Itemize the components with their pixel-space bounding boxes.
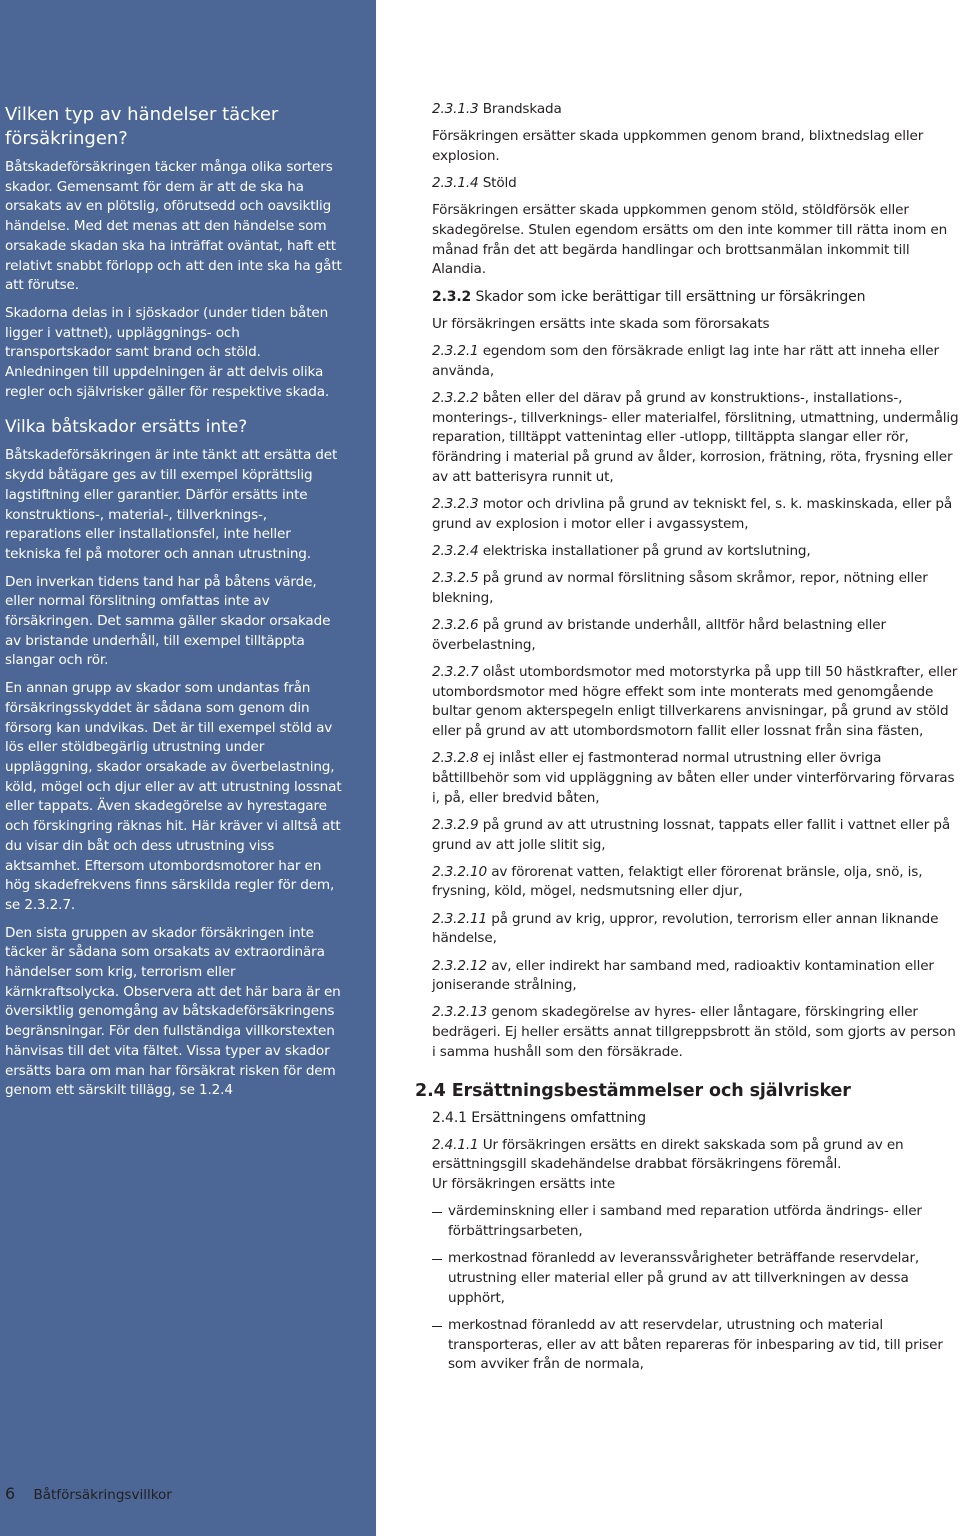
section-title: Ersättningens omfattning bbox=[471, 1109, 647, 1126]
list-item: merkostnad föranledd av leveranssvårigheter beträffande reservdelar, utrustning eller material eller på grund av att tillverkningen av dessa upphört, bbox=[432, 1249, 960, 1308]
clause-text: båten eller del därav på grund av konstruktions-, installations-, monterings-, tillverknings- eller materialfel, förslitning, utmattning, undermålig reparation, tilltäppt vattenintag eller -utlopp, tilltäppta slangar eller rör, förändring i material på grund av ålder, korrosion, frätning, röta, frysning eller av att batterisyra runnit ut, bbox=[432, 389, 959, 485]
section-title: Skador som icke berättigar till ersättning ur försäkringen bbox=[475, 288, 866, 305]
clause-text: egendom som den försäkrade enligt lag inte har rätt att inneha eller använda, bbox=[432, 343, 939, 379]
list-item: merkostnad föranledd av att reservdelar, utrustning och material transporteras, eller av att båten repareras för inbesparing av tid, till priser som avviker från de normala, bbox=[432, 1316, 960, 1375]
sidebar-paragraph: En annan grupp av skador som undantas från försäkringsskyddet är sådana som genom din försorg kan undvikas. Det är till exempel stöld av lös eller stöldbegärlig utrustning under uppläggning, skador orsakade av överbelastning, köld, mögel och djur eller av att utrustning lossnat eller tappats. Även skadegörelse av hyrestagare och förskingring räknas hit. Här kräver vi alltså att du visar din båt och dess utrustning viss aktsamhet. Eftersom utombordsmotorer har en hög skadefrekvens finns särskilda regler för dem, se 2.3.2.7. bbox=[5, 680, 342, 913]
clause-line: Ur försäkringen ersätts inte bbox=[432, 1176, 616, 1193]
clause-item bbox=[432, 663, 960, 742]
page-number: 6 bbox=[5, 1484, 16, 1503]
clause-number: 2.3.2.1 bbox=[432, 343, 479, 360]
section-number: 2.3.1.4 bbox=[432, 175, 479, 192]
clause-item bbox=[432, 863, 960, 902]
clause-text: på grund av krig, uppror, revolution, terrorism eller annan liknande händelse, bbox=[432, 910, 939, 947]
section-heading-2-3-1-3 bbox=[432, 100, 960, 120]
sidebar-paragraph: Båtskadeförsäkringen är inte tänkt att ersätta det skydd båtägare ges av till exempel köprättslig lagstiftning eller garantier. Därför ersätts inte konstruktions-, material-, tillverknings-, reparations eller installationsfel, inte heller tekniska fel på motorer och annan utrustning. bbox=[5, 447, 338, 562]
clause-text: ej inlåst eller ej fastmonterad normal utrustning eller övriga båttillbehör som vid uppläggning av båten eller under vinterförvaring förvaras i, på, eller bredvid båten, bbox=[432, 750, 955, 806]
sidebar-paragraph: Båtskadeförsäkringen täcker många olika sorters skador. Gemensamt för dem är att de ska ha orsakats av en plötslig, oförutsedd och oavsiktlig händelse. Med det menas att den händelse som orsakade skadan ska ha inträffat oväntat, haft ett relativt snabbt förlopp och att den inte ska ha gått att förutse. bbox=[5, 159, 342, 294]
section-number: 2.3.2 bbox=[432, 288, 472, 305]
clause-item bbox=[432, 389, 960, 488]
clause-text: på grund av att utrustning lossnat, tappats eller fallit i vattnet eller på grund av att jolle slitit sig, bbox=[432, 816, 951, 853]
clause-text: genom skadegörelse av hyres- eller låntagare, förskingring eller bedrägeri. Ej heller ersätts annat tillgreppsbrott än stöld, som gjorts av person i samma hushåll som den försäkrade. bbox=[432, 1004, 956, 1060]
clause-text: elektriska installationer på grund av kortslutning, bbox=[482, 542, 811, 559]
clause-number: 2.3.2.2 bbox=[432, 389, 479, 406]
clause-2-4-1-1 bbox=[432, 1136, 960, 1175]
section-number: 2.4.1 bbox=[432, 1109, 467, 1126]
clause-text: på grund av bristande underhåll, alltför hård belastning eller överbelastning, bbox=[432, 616, 886, 653]
clause-item bbox=[432, 957, 960, 996]
sidebar-paragraph: Den sista gruppen av skador försäkringen inte täcker är sådana som orsakats av extraordinära händelser som krig, terrorism eller kärnkraftsolycka. Observera att det här bara är en översiktlig genomgång av båtskadeförsäkringens begränsningar. För den fullständiga villkorstexten hänvisas till det vita fältet. Vissa typer av skador ersätts bara om man har försäkrat risken för dem genom ett särskilt tillägg, se 1.2.4 bbox=[5, 924, 341, 1099]
sidebar-heading-types: Vilken typ av händelser täcker försäkringen? bbox=[5, 104, 279, 149]
clause-item bbox=[432, 542, 960, 562]
clause-list bbox=[432, 342, 960, 1063]
section-body: Försäkringen ersätter skada uppkommen genom stöld, stöldförsök eller skadegörelse. Stulen egendom ersätts om den inte kommer till rätta inom en månad från det att begärda handlingar och brottsanmälan inkommit till Alandia. bbox=[432, 202, 948, 278]
sidebar-panel bbox=[0, 0, 376, 1536]
clause-text: motor och drivlina på grund av tekniskt fel, s. k. maskinskada, eller på grund av explosion i motor eller i avgassystem, bbox=[432, 495, 953, 532]
terms-column bbox=[415, 100, 960, 1382]
clause-text: på grund av normal förslitning såsom skråmor, repor, nötning eller blekning, bbox=[432, 570, 928, 606]
list-item: värdeminskning eller i samband med reparation utförda ändrings- eller förbättringsarbeten, bbox=[432, 1202, 960, 1241]
section-heading-2-3-1-4 bbox=[432, 174, 960, 194]
section-heading-2-4-1 bbox=[432, 1109, 960, 1129]
sidebar-paragraph: Skadorna delas in i sjöskador (under tiden båten ligger i vattnet), uppläggnings- och transportskador samt brand och stöld. Anledningen till uppdelningen är att delvis olika regler och självrisker gäller för respektive skada. bbox=[5, 304, 330, 400]
sidebar-heading-exclusions: Vilka båtskador ersätts inte? bbox=[5, 417, 248, 438]
clause-item bbox=[432, 816, 960, 855]
clause-item bbox=[432, 1003, 960, 1062]
clause-text: av, eller indirekt har samband med, radioaktiv kontamination eller joniserande strålning, bbox=[432, 957, 934, 994]
clause-item bbox=[432, 910, 960, 949]
clause-text: olåst utombordsmotor med motorstyrka på upp till 50 hästkrafter, eller utombordsmotor med högre effekt som inte monterats med genomgående bultar genom akterspegeln enligt tillverkarens anvisningar, på grund av stöld eller på grund av att utombordsmotorn fallit eller lossnat från sina fästen, bbox=[432, 663, 958, 739]
clause-item bbox=[432, 616, 960, 655]
clause-number: 2.3.2.7 bbox=[432, 663, 479, 680]
clause-number: 2.3.2.6 bbox=[432, 616, 479, 633]
clause-number: 2.4.1.1 bbox=[432, 1136, 479, 1153]
clause-item bbox=[432, 749, 960, 808]
clause-number: 2.3.2.11 bbox=[432, 910, 488, 927]
clause-item bbox=[432, 569, 960, 608]
clause-number: 2.3.2.12 bbox=[432, 957, 488, 974]
clause-number: 2.3.2.3 bbox=[432, 495, 479, 512]
clause-number: 2.3.2.4 bbox=[432, 542, 479, 559]
section-body: Försäkringen ersätter skada uppkommen genom brand, blixtnedslag eller explosion. bbox=[432, 128, 924, 164]
clause-number: 2.3.2.8 bbox=[432, 750, 479, 767]
sidebar-paragraph: Den inverkan tidens tand har på båtens värde, eller normal förslitning omfattas inte av försäkringen. Det samma gäller skador orsakade av bristande underhåll, till exempel tilltäppta slangar och rör. bbox=[5, 573, 331, 669]
clause-item bbox=[432, 342, 960, 381]
section-heading-2-3-2 bbox=[432, 288, 960, 308]
clause-number: 2.3.2.9 bbox=[432, 816, 479, 833]
clause-number: 2.3.2.10 bbox=[432, 863, 488, 880]
page-footer bbox=[5, 1484, 172, 1503]
clause-number: 2.3.2.13 bbox=[432, 1004, 488, 1021]
exclusion-list bbox=[415, 1202, 960, 1375]
clause-text: av förorenat vatten, felaktigt eller förorenat bränsle, olja, snö, is, frysning, köld, mögel, nedsmutsning eller djur, bbox=[432, 863, 923, 900]
section-number: 2.3.1.3 bbox=[432, 101, 479, 117]
section-title: Brandskada bbox=[482, 101, 562, 117]
section-heading-2-4: 2.4 Ersättningsbestämmelser och självrisker bbox=[415, 1080, 851, 1101]
footer-title: Båtförsäkringsvillkor bbox=[33, 1487, 172, 1503]
clause-number: 2.3.2.5 bbox=[432, 570, 479, 587]
clause-item bbox=[432, 495, 960, 534]
clause-text: Ur försäkringen ersätts en direkt sakskada som på grund av en ersättningsgill skadehändelse drabbat försäkringens föremål. bbox=[432, 1136, 904, 1173]
section-intro: Ur försäkringen ersätts inte skada som förorsakats bbox=[432, 315, 770, 332]
section-title: Stöld bbox=[482, 175, 517, 192]
